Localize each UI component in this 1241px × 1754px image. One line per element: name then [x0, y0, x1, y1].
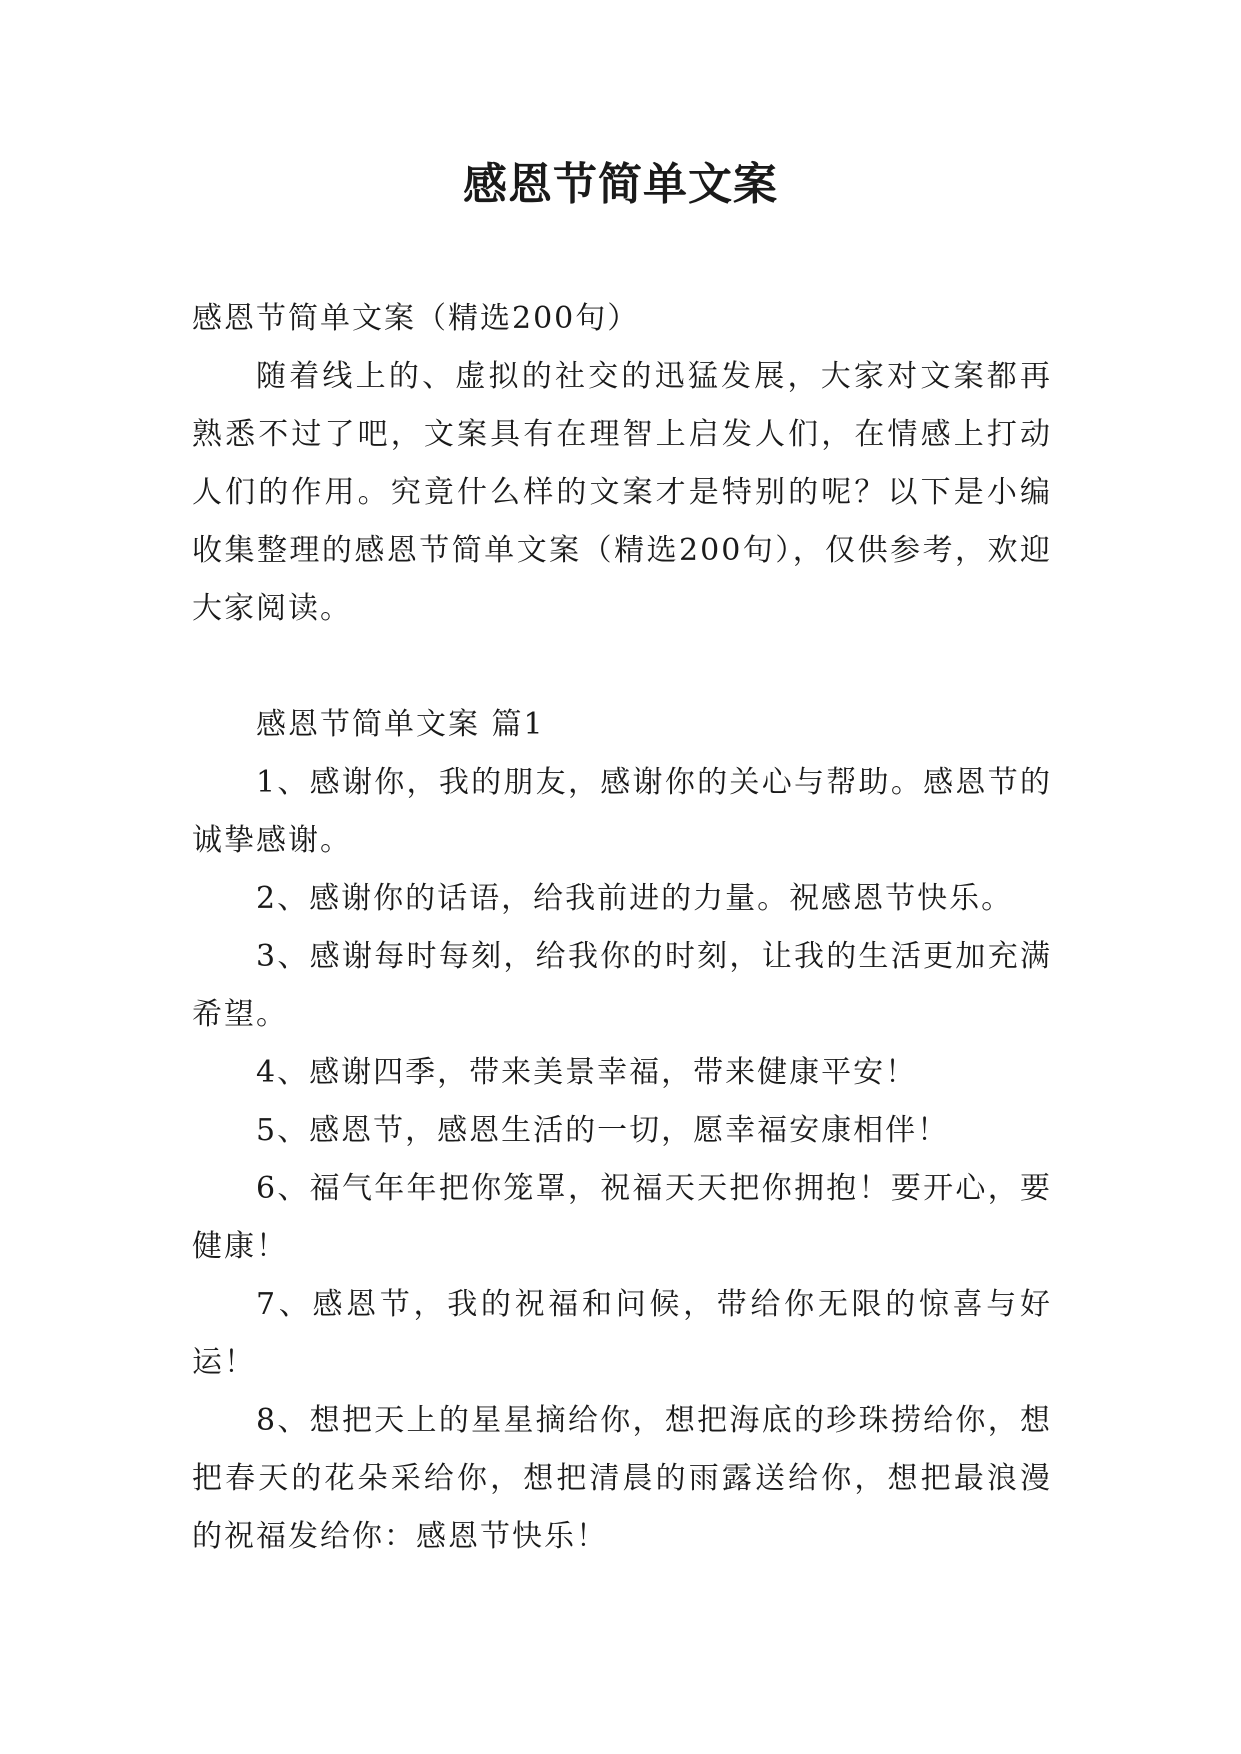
intro-paragraph: 随着线上的、虚拟的社交的迅猛发展，大家对文案都再熟悉不过了吧，文案具有在理智上启发人们，在情感上打动人们的作用。究竟什么样的文案才是特别的呢？以下是小编收集整理的感恩节简单文案（精选200句），仅供参考，欢迎大家阅读。	[192, 359, 1052, 626]
list-item: 8、想把天上的星星摘给你，想把海底的珍珠捞给你，想把春天的花朵采给你，想把清晨的雨露送给你，想把最浪漫的祝福发给你：感恩节快乐！	[192, 1403, 1052, 1554]
list-item: 3、感谢每时每刻，给我你的时刻，让我的生活更加充满希望。	[192, 939, 1052, 1032]
list-item: 1、感谢你，我的朋友，感谢你的关心与帮助。感恩节的诚挚感谢。	[192, 765, 1052, 858]
list-item: 6、福气年年把你笼罩，祝福天天把你拥抱！要开心，要健康！	[192, 1171, 1052, 1264]
list-item: 4、感谢四季，带来美景幸福，带来健康平安！	[256, 1055, 918, 1090]
list-item: 7、感恩节，我的祝福和问候，带给你无限的惊喜与好运！	[192, 1287, 1052, 1380]
list-item: 2、感谢你的话语，给我前进的力量。祝感恩节快乐。	[256, 881, 1014, 916]
document-subtitle: 感恩节简单文案（精选200句）	[192, 301, 640, 336]
section-heading: 感恩节简单文案 篇1	[256, 707, 545, 742]
document-title: 感恩节简单文案	[463, 159, 778, 210]
document-body	[192, 290, 1052, 1566]
list-item: 5、感恩节，感恩生活的一切，愿幸福安康相伴！	[256, 1113, 950, 1148]
section-spacer	[192, 638, 1052, 696]
